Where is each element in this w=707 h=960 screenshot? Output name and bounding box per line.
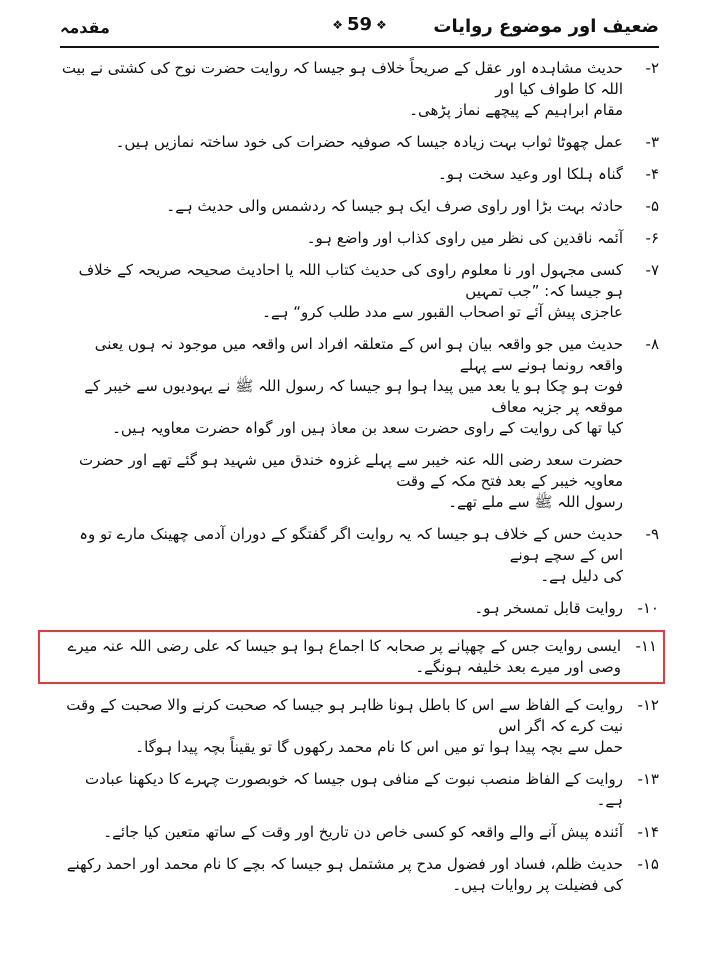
item-text: [60, 524, 623, 587]
text-line: حادثہ بہت بڑا اور راوی صرف ایک ہو جیسا کہ ردشمس والی حدیث ہے۔: [166, 197, 623, 215]
item-text: [60, 598, 623, 619]
text-line: حدیث میں جو واقعہ بیان ہو اس کے متعلقہ افراد اس واقعہ میں موجود نہ ہوں یعنی واقعہ رونما ہونے سے پہلے: [94, 335, 623, 374]
list-item: [60, 196, 659, 217]
text-line: روایت قابل تمسخر ہو۔: [474, 599, 623, 617]
list-item: [60, 228, 659, 249]
text-line: رسول اللہ ﷺ سے ملے تھے۔: [448, 493, 623, 511]
item-number: ۱۲-: [637, 696, 659, 714]
list-item: [60, 164, 659, 185]
highlighted-list-item: [38, 630, 665, 684]
item-text: [60, 58, 623, 121]
text-line: آئندہ پیش آنے والے واقعہ کو کسی خاص دن تاریخ اور وقت کے ساتھ متعین کیا جائے۔: [103, 823, 623, 841]
text-line: روایت کے الفاظ منصب نبوت کے منافی ہوں جیسا کہ خوبصورت چہرے کا دیکھنا عبادت ہے۔: [84, 770, 623, 809]
item-text: [60, 132, 623, 153]
text-line: آئمہ ناقدین کی نظر میں راوی کذاب اور واضع ہو۔: [306, 229, 623, 247]
item-number: ۸-: [645, 335, 659, 353]
section-title: مقدمہ: [60, 18, 110, 37]
list-item: [60, 695, 659, 758]
page-number-block: [332, 14, 387, 35]
list-item: [60, 598, 659, 619]
list-item: [60, 334, 659, 439]
ornament-icon: ❖: [376, 17, 387, 32]
book-title: ضعیف اور موضوع روایات: [433, 16, 659, 37]
item-text: [60, 450, 623, 513]
text-line: فوت ہو چکا ہو یا بعد میں پیدا ہوا ہو جیسا کہ رسول اللہ ﷺ نے یہودیوں سے خیبر کے موقعہ پر جزیہ معاف: [84, 377, 623, 416]
item-text: [60, 854, 623, 896]
item-number: ۹-: [645, 525, 659, 543]
item-text: [60, 260, 623, 323]
page-number: 59: [346, 14, 373, 35]
list-item: [60, 132, 659, 153]
text-line: حدیث مشاہدہ اور عقل کے صریحاً خلاف ہو جیسا کہ روایت حضرت نوح کی کشتی نے بیت اللہ کا طواف کیا اور: [61, 59, 623, 98]
text-line: ایسی روایت جس کے چھپانے پر صحابہ کا اجماع ہوا ہو جیسا کہ علی رضی اللہ عنہ میرے وصی اور میرے بعد خلیفہ ہونگے۔: [67, 637, 621, 676]
item-text: [60, 769, 623, 811]
page-header: [60, 12, 659, 48]
text-line: گناہ ہلکا اور وعید سخت ہو۔: [437, 165, 623, 183]
list-item: [60, 854, 659, 896]
text-line: عمل چھوٹا ثواب بہت زیادہ جیسا کہ صوفیہ حضرات کی خود ساختہ نمازیں ہیں۔: [115, 133, 623, 151]
item-number: ۵-: [645, 197, 659, 215]
list-item: [60, 450, 659, 513]
item-text: [46, 636, 621, 678]
item-text: [60, 334, 623, 439]
list-item: [60, 524, 659, 587]
item-number: ۶-: [645, 229, 659, 247]
text-line: عاجزی پیش آئے تو اصحاب القبور سے مدد طلب کرو“ ہے۔: [262, 303, 623, 321]
text-line: حدیث حس کے خلاف ہو جیسا کہ یہ روایت اگر گفتگو کے دوران آدمی چھینک مارے تو وہ اس کے سچے ہونے: [79, 525, 623, 564]
text-line: کی دلیل ہے۔: [540, 567, 623, 585]
text-line: حمل سے بچہ پیدا ہوا تو میں اس کا نام محمد رکھوں گا تو یقیناً بچہ پیدا ہوگا۔: [135, 738, 623, 756]
item-text: [60, 822, 623, 843]
item-text: [60, 196, 623, 217]
text-line: کیا تھا کی روایت کے راوی حضرت سعد بن معاذ ہیں اور گواہ حضرت معاویہ ہیں۔: [112, 419, 623, 437]
item-number: ۱۰-: [637, 599, 659, 617]
item-text: [60, 695, 623, 758]
text-line: روایت کے الفاظ سے اس کا باطل ہونا ظاہر ہو جیسا کہ صحبت کرنے والا صحبت کے وقت نیت کرے کہ اگر اس: [66, 696, 623, 735]
item-number: ۱۴-: [637, 823, 659, 841]
item-number: ۱۱-: [635, 637, 657, 655]
list-item: [60, 58, 659, 121]
list-item: [60, 822, 659, 843]
item-number: ۳-: [645, 133, 659, 151]
item-number: ۱۳-: [637, 770, 659, 788]
item-text: [60, 164, 623, 185]
list-item: [60, 260, 659, 323]
item-number: ۲-: [645, 59, 659, 77]
item-number: ۷-: [645, 261, 659, 279]
text-line: مقام ابراہیم کے پیچھے نماز پڑھی۔: [409, 101, 623, 119]
ornament-icon: ❖: [332, 17, 343, 32]
item-number: ۴-: [645, 165, 659, 183]
page-body: [60, 58, 659, 907]
text-line: حدیث ظلم، فساد اور فضول مدح پر مشتمل ہو جیسا کہ بچے کا نام محمد اور احمد رکھنے کی فضیلت پر روایات ہیں۔: [66, 855, 623, 894]
item-number: ۱۵-: [637, 855, 659, 873]
list-item: [60, 769, 659, 811]
item-text: [60, 228, 623, 249]
text-line: کسی مجہول اور نا معلوم راوی کی حدیث کتاب اللہ یا احادیث صحیحہ صریحہ کے خلاف ہو جیسا کہ: ”جب تمہیں: [78, 261, 623, 300]
text-line: حضرت سعد رضی اللہ عنہ خیبر سے پہلے غزوہ خندق میں شہید ہو گئے تھے اور حضرت معاویہ خیبر کے بعد فتح مکہ کے وقت: [79, 451, 623, 490]
